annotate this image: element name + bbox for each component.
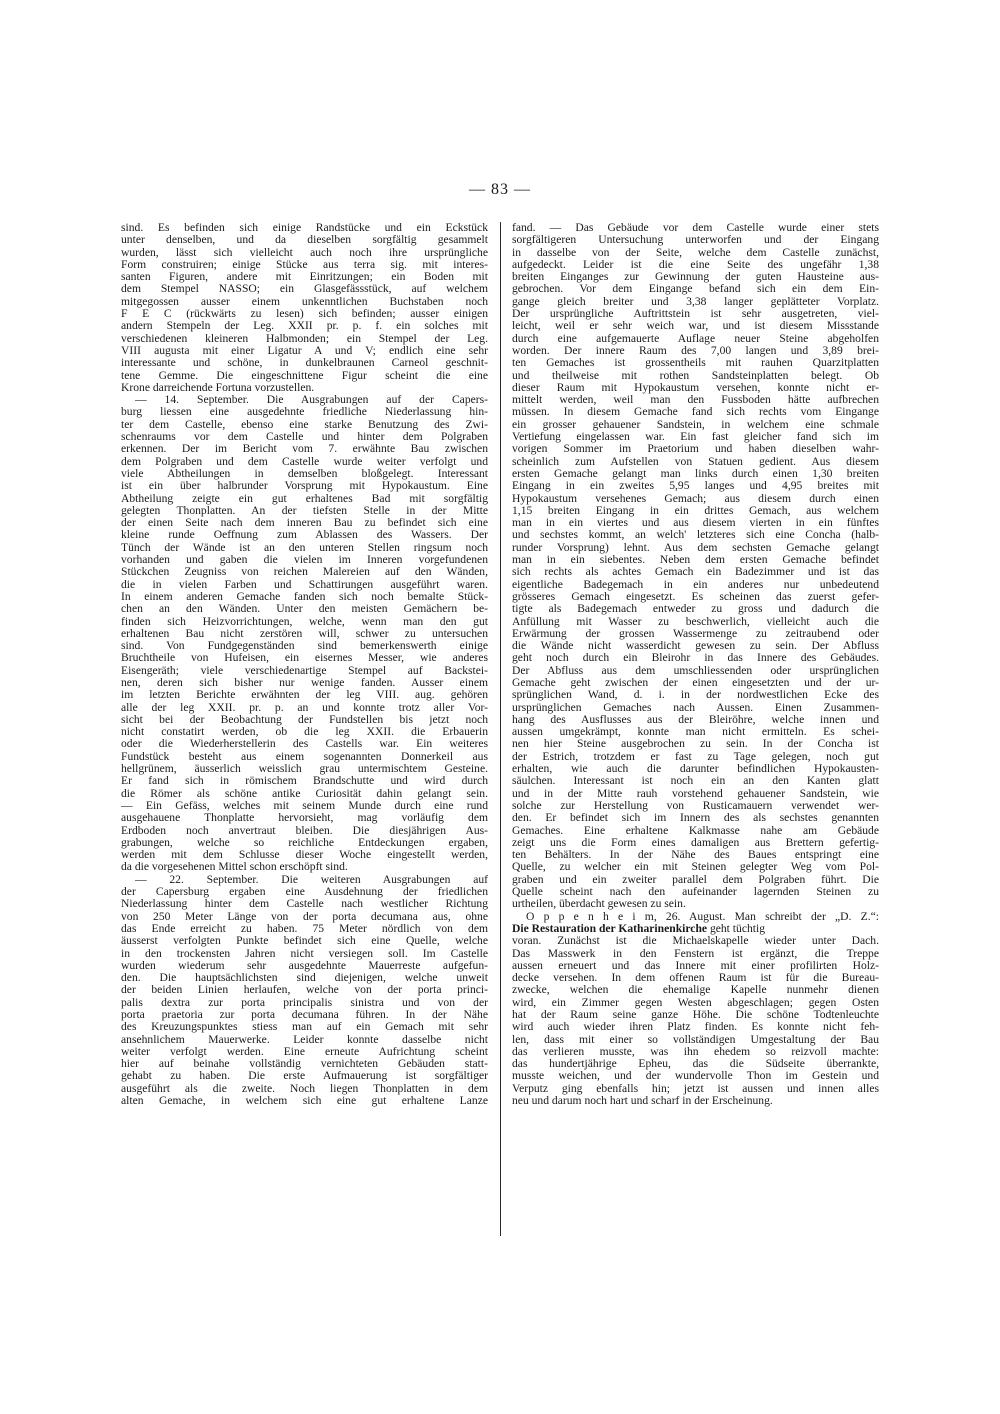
text-line: sorgfältigeren Untersuchung unterworfen und der Eingang bbox=[512, 233, 879, 247]
text-line: man in ein siebentes. Neben dem ersten Gemache befindet bbox=[512, 553, 879, 567]
page-number: — 83 — bbox=[469, 181, 531, 198]
text-line: hat der Raum seine ganze Höhe. Die schöne Todtenleuchte bbox=[512, 1008, 879, 1021]
text-line: zwecke, welchen die ehemalige Kapelle nunmehr dienen bbox=[512, 983, 879, 997]
text-line: alle der leg XXII. pr. p. an und konnte trotz aller Vor- bbox=[121, 700, 488, 714]
text-line: finden sich Heizvorrichtungen, welche, wenn man den gut bbox=[121, 614, 488, 628]
text-line: der Estrich, trotzdem er fast zu Tage gelegen, noch gut bbox=[512, 749, 879, 763]
text-line: erhalten, wie auch die darunter befindlichen Hypokausten- bbox=[512, 762, 879, 776]
text-line: Eingang in ein zweites 5,95 langes und 4,95 breites mit bbox=[512, 479, 879, 493]
text-line: ein grosser gehauener Sandstein, in welchem eine schmale bbox=[512, 417, 879, 431]
text-line: musste weichen, und der wundervolle Thon im Gestein und bbox=[512, 1069, 879, 1083]
text-line: vorigen Sommer im Praetorium und haben dieselben wahr- bbox=[512, 442, 879, 456]
text-line: interessante und schöne, in dunkelbraunen Carneol geschnit- bbox=[121, 356, 488, 370]
text-line: runder Vorsprung) lehnt. Aus dem sechsten Gemache gelangt bbox=[512, 540, 879, 554]
text-line: Bruchtheile von Hufeisen, ein eisernes Messer, wie anderes bbox=[121, 651, 488, 665]
text-line: — Ein Gefäss, welches mit seinem Munde durch eine rund bbox=[121, 798, 488, 812]
text-line: chen an den Wänden. Unter den meisten Gemächern be- bbox=[121, 602, 488, 616]
text-line: Gemaches. Eine erhaltene Kalkmasse nahe am Gebäude bbox=[512, 823, 879, 837]
text-line: graben und ein zweiter parallel dem Polgraben führt. Die bbox=[512, 872, 879, 886]
text-line: in den trockensten Jahren nicht versiegen soll. Im Castelle bbox=[121, 946, 488, 960]
text-line: erkennen. Der im Bericht vom 7. erwähnte Bau zwischen bbox=[121, 442, 488, 456]
text-line: Gemache geht zwischen der einen eingesetzten und der ur- bbox=[512, 675, 879, 689]
text-line: säulchen. Interessant ist noch ein an den Kanten glatt bbox=[512, 774, 879, 788]
text-line: Stückchen Zeugniss von reichen Malereien auf den Wänden, bbox=[121, 565, 488, 579]
text-line: den. Er befindet sich im Innern des als sechstes genannten bbox=[512, 811, 879, 825]
text-line: voran. Zunächst ist die Michaelskapelle wieder unter Dach. bbox=[512, 934, 879, 948]
text-line: und in der Mitte rauh vorstehend gehauener Sandstein, wie bbox=[512, 786, 879, 800]
text-line: Der Abfluss aus dem umschliessenden oder ursprünglichen bbox=[512, 663, 879, 677]
text-line: scheinlich zum Aufstellen von Statuen gedient. Aus diesem bbox=[512, 454, 879, 468]
text-line: dem Stempel NASSO; ein Glasgefässstück, auf welchem bbox=[121, 282, 488, 296]
text-line: breiten Einganges zur Gewinnung der guten Hausteine aus- bbox=[512, 270, 879, 284]
text-line: solche zur Herstellung von Rusticamauern verwendet wer- bbox=[512, 798, 879, 812]
text-line: ausgeführt als die zweite. Noch liegen Thonplatten in dem bbox=[121, 1081, 488, 1095]
text-line: Hypokaustum versehenes Gemach; aus diesem durch einen bbox=[512, 491, 879, 505]
column-divider bbox=[500, 222, 501, 1236]
text-line: urtheilen, überdacht gewesen zu sein. bbox=[512, 897, 686, 911]
text-line: da die vorgesehenen Mittel schon erschöpft sind. bbox=[121, 860, 348, 874]
text-line: neu und darum noch hart und scharf in der Erscheinung. bbox=[512, 1094, 773, 1108]
text-line: len, dass mit einer so vollständigen Umgestaltung der Bau bbox=[512, 1032, 879, 1046]
text-line: Form construiren; einige Stücke aus terra sig. mit interes- bbox=[121, 257, 488, 271]
text-line: tene Gemme. Die eingeschnittene Figur scheint die eine bbox=[121, 368, 488, 382]
text-line: weiter verfolgt werden. Eine erneute Aufrichtung scheint bbox=[121, 1044, 488, 1058]
text-line: zeigt uns die Form eines damaligen aus Brettern gefertig- bbox=[512, 835, 879, 849]
text-line: und theilweise mit rothen Sandsteinplatten belegt. Ob bbox=[512, 368, 879, 382]
text-line: — 22. September. Die weiteren Ausgrabungen auf bbox=[135, 872, 488, 886]
text-line: geht noch durch ein Bleirohr in das Innere des Gebäudes. bbox=[512, 651, 879, 665]
text-line: wird, ein Zimmer gegen Westen abgeschlagen; gegen Osten bbox=[512, 995, 879, 1009]
text-run: geht tüchtig bbox=[707, 921, 766, 935]
text-line: sind. Von Fundgegenständen sind bemerkenswerth einige bbox=[121, 639, 488, 653]
text-line: aussen erneuert und das Innere mit einer profilirten Holz- bbox=[512, 958, 879, 972]
text-line: äusserst verfolgten Punkte befindet sich eine Quelle, welche bbox=[121, 934, 488, 948]
text-line: O p p e n h e i m, 26. August. Man schreibt der „D. Z.“: bbox=[526, 909, 879, 923]
text-line: schenraums vor dem Castelle und hinter dem Polgraben bbox=[121, 430, 488, 444]
text-line: erhaltenen Bau nicht zerstören will, schwer zu untersuchen bbox=[121, 626, 488, 640]
text-line: Abtheilung zeigte ein gut erhaltenes Bad mit sorgfältig bbox=[121, 491, 488, 505]
text-line: Eisengeräth; viele verschiedenartige Stempel auf Backstei- bbox=[121, 663, 488, 677]
text-line: hang des Ausflusses aus der Bleiröhre, welche innen und bbox=[512, 712, 879, 726]
text-line: gelegten Thonplatten. An der tiefsten Stelle in der Mitte bbox=[121, 503, 488, 517]
text-line: alten Gemache, in welchem sich eine gut erhaltene Lanze bbox=[121, 1094, 488, 1108]
text-line: oder die Wiederherstellerin des Castells war. Ein weiteres bbox=[121, 737, 488, 751]
text-line: aussen umgekrämpt, konnte man nicht ermitteln. Es schei- bbox=[512, 725, 879, 739]
text-line: tigte als Badegemach entweder zu gross und dadurch die bbox=[512, 602, 879, 616]
text-line: ausgehauene Thonplatte hervorsieht, mag vorläufig dem bbox=[121, 811, 488, 825]
text-line: der beiden Linien herlaufen, welche von der porta princi- bbox=[121, 983, 488, 997]
text-line: des Kreuzungspunktes stiess man auf ein Gemach mit sehr bbox=[121, 1020, 488, 1034]
text-line: Krone darreichende Fortuna vorzustellen. bbox=[121, 380, 315, 394]
text-line: verschiedenen kleineren Halbmonden; ein Stempel der Leg. bbox=[121, 331, 488, 345]
text-line: in dasselbe von der Seite, welche dem Castelle zunächst, bbox=[512, 245, 879, 259]
text-line: vorhanden und gaben die vielen im Inneren vorgefundenen bbox=[121, 553, 488, 567]
text-line: man in ein viertes und aus diesem vierten in ein fünftes bbox=[512, 516, 879, 530]
text-line: wurden, lässt sich vielleicht auch noch ihre ursprüngliche bbox=[121, 245, 488, 259]
text-line: Erwärmung der grossen Wassermenge zu zeitraubend oder bbox=[512, 626, 879, 640]
text-line: grabungen, welche so reichliche Entdeckungen ergaben, bbox=[121, 835, 488, 849]
text-line: Verputz ging ebenfalls hin; jetzt ist aussen und innen alles bbox=[512, 1081, 879, 1095]
text-line: eigentliche Badegemach in ein anderes nur unbedeutend bbox=[512, 577, 879, 591]
text-line: burg liessen eine ausgedehnte friedliche Niederlassung hin- bbox=[121, 405, 488, 419]
text-line: die in vielen Farben und Schattirungen ausgeführt waren. bbox=[121, 577, 488, 591]
text-line: das hundertjährige Epheu, das die Südseite überrankte, bbox=[512, 1057, 879, 1071]
text-line: Anfüllung mit Wasser zu beschwerlich, vielleicht auch die bbox=[512, 614, 879, 628]
text-line: ter dem Castelle, ebenso eine starke Benutzung des Zwi- bbox=[121, 417, 488, 431]
text-line: Quelle, zu welcher ein mit Steinen gelegter Weg vom Pol- bbox=[512, 860, 879, 874]
text-line: mitgegossen ausser einem unkenntlichen Buchstaben noch bbox=[121, 294, 488, 308]
text-line: sich rechts als achtes Gemach ein Badezimmer und ist das bbox=[512, 565, 879, 579]
text-line: die Römer als schöne antike Curiosität dahin gelangt sein. bbox=[121, 786, 488, 800]
text-line: dem Polgraben und dem Castelle wurde weiter verfolgt und bbox=[121, 454, 488, 468]
text-line: gange gleich breiter und 3,38 langer geplätteter Vorplatz. bbox=[512, 294, 879, 308]
text-line: im letzten Berichte erwähnten der leg VIII. aug. gehören bbox=[121, 688, 488, 702]
text-line: ansehnlichem Mauerwerke. Leider konnte dasselbe nicht bbox=[121, 1032, 488, 1046]
text-line: kleine runde Oeffnung zum Ablassen des Wassers. Der bbox=[121, 528, 488, 542]
text-line: wird auch wieder ihren Platz finden. Es konnte nicht feh- bbox=[512, 1020, 879, 1034]
text-line: F E C (rückwärts zu lesen) sich befinden; ausser einigen bbox=[121, 307, 488, 321]
text-line: durch eine aufgemauerte Auflage neuer Steine abgeholfen bbox=[512, 331, 879, 345]
text-line: der einen Seite nach dem inneren Bau zu befindet sich eine bbox=[121, 516, 488, 530]
text-column-left bbox=[121, 222, 488, 1107]
text-line: palis dextra zur porta principalis sinistra und von der bbox=[121, 995, 488, 1009]
text-line: Er fand sich in römischem Brandschutte und wird durch bbox=[121, 774, 488, 788]
text-line: viele Abtheilungen in demselben bloßgelegt. Interessant bbox=[121, 466, 488, 480]
text-line: sprünglichen Wand, d. i. in der nordwestlichen Ecke des bbox=[512, 688, 879, 702]
text-line: Vertiefung eingelassen war. Ein fast gleicher fand sich im bbox=[512, 430, 879, 444]
text-line: werden mit dem Schlusse dieser Woche eingestellt werden, bbox=[121, 848, 488, 862]
text-line: 1,15 breiten Eingang in ein drittes Gemach, aus welchem bbox=[512, 503, 879, 517]
text-line: ist ein über halbrunder Vorsprung mit Hypokaustum. Eine bbox=[121, 479, 488, 493]
text-line: porta praetoria zur porta decumana führen. In der Nähe bbox=[121, 1008, 488, 1021]
text-line: gehabt zu haben. Die erste Aufmauerung ist sorgfältiger bbox=[121, 1069, 488, 1083]
text-line: wurden wiederum sehr ausgedehnte Mauerreste aufgefun- bbox=[121, 958, 488, 972]
text-line: hellgrünem, äusserlich weisslich grau untermischtem Gesteine. bbox=[121, 762, 488, 776]
text-column-right bbox=[512, 222, 879, 1107]
text-line: grösseres Gemach eingesetzt. Es scheinen das zuerst gefer- bbox=[512, 589, 879, 603]
text-line: santen Figuren, andere mit Einritzungen; ein Boden mit bbox=[121, 270, 488, 284]
text-line: aufgedeckt. Leider ist die eine Seite des ungefähr 1,38 bbox=[512, 257, 879, 271]
text-line: worden. Der innere Raum des 7,00 langen und 3,89 brei- bbox=[512, 343, 879, 357]
text-line: Das Masswerk in den Fenstern ist ergänzt, die Treppe bbox=[512, 946, 879, 960]
text-line: der Capersburg ergaben eine Ausdehnung der friedlichen bbox=[121, 885, 488, 899]
text-line: von 250 Meter Länge von der porta decumana aus, ohne bbox=[121, 909, 488, 923]
text-line: Der ursprüngliche Auftrittstein ist sehr ausgetreten, viel- bbox=[512, 307, 879, 321]
text-line: In einem anderen Gemache fanden sich noch bemalte Stück- bbox=[121, 589, 488, 603]
bold-heading-text: Die Restauration der Katharinenkirche bbox=[512, 921, 708, 935]
text-line: ten Behälters. In der Nähe des Baues entspringt eine bbox=[512, 848, 879, 862]
text-line: sind. Es befinden sich einige Randstücke und ein Eckstück bbox=[121, 221, 488, 234]
text-line: sicht bei der Beobachtung der Fundstellen bis jetzt noch bbox=[121, 712, 488, 726]
text-line: das verlieren musste, was ihn ehedem so reizvoll machte: bbox=[512, 1044, 879, 1058]
text-line: müssen. In diesem Gemache fand sich rechts vom Eingange bbox=[512, 405, 879, 419]
text-line: decke versehen. In dem offenen Raum ist für die Bureau- bbox=[512, 971, 879, 985]
text-line: nen, deren sich bisher nur wenige fanden. Ausser einem bbox=[121, 675, 488, 689]
text-line: und sechstes kommt, an welch' letzteres sich eine Concha (halb- bbox=[512, 528, 879, 542]
text-line: Fundstück besteht aus einem sogenannten Donnerkeil aus bbox=[121, 749, 488, 763]
text-line: Quelle scheint nach den aufeinander lagernden Steinen zu bbox=[512, 885, 879, 899]
text-line: ten Gemaches ist grossentheils mit rauhen Quarzitplatten bbox=[512, 356, 879, 370]
text-line: ersten Gemache gelangt man links durch einen 1,30 breiten bbox=[512, 466, 879, 480]
text-line: leicht, weil er sehr weich war, und ist diesem Missstande bbox=[512, 319, 879, 333]
text-line: Tünch der Wände ist an den unteren Stellen ringsum noch bbox=[121, 540, 488, 554]
text-line: mittelt werden, weil man den Fussboden hätte aufbrechen bbox=[512, 393, 879, 407]
text-line: fand. — Das Gebäude vor dem Castelle wurde einer stets bbox=[512, 221, 879, 234]
text-line: nen hier Steine ausgebrochen zu sein. In der Concha ist bbox=[512, 737, 879, 751]
text-line: nicht constatirt werden, ob die leg XXII. die Erbauerin bbox=[121, 725, 488, 739]
text-line: Erdboden noch anvertraut bleiben. Die diesjährigen Aus- bbox=[121, 823, 488, 837]
text-line: den. Die hauptsächlichsten sind diejenigen, welche unweit bbox=[121, 971, 488, 985]
text-line: hier auf beinahe vollständig vernichteten Gebäuden statt- bbox=[121, 1057, 488, 1071]
text-line: andern Stempeln der Leg. XXII pr. p. f. ein solches mit bbox=[121, 319, 488, 333]
text-line: VIII augusta mit einer Ligatur A und V; endlich eine sehr bbox=[121, 343, 488, 357]
text-line: ursprünglichen Gemaches nach Aussen. Einen Zusammen- bbox=[512, 700, 879, 714]
text-line: das Ende erreicht zu haben. 75 Meter nördlich von dem bbox=[121, 921, 488, 935]
text-line: dieser Raum mit Hypokaustum versehen, konnte nicht er- bbox=[512, 380, 879, 394]
text-line: unter denselben, und da dieselben sorgfältig gesammelt bbox=[121, 233, 488, 247]
text-line: — 14. September. Die Ausgrabungen auf der Capers- bbox=[135, 393, 488, 407]
text-line: die Wände nicht wasserdicht gewesen zu sein. Der Abfluss bbox=[512, 639, 879, 653]
text-line: gebrochen. Vor dem Eingange befand sich ein dem Ein- bbox=[512, 282, 879, 296]
text-line: Niederlassung hinter dem Castelle nach westlicher Richtung bbox=[121, 897, 488, 911]
